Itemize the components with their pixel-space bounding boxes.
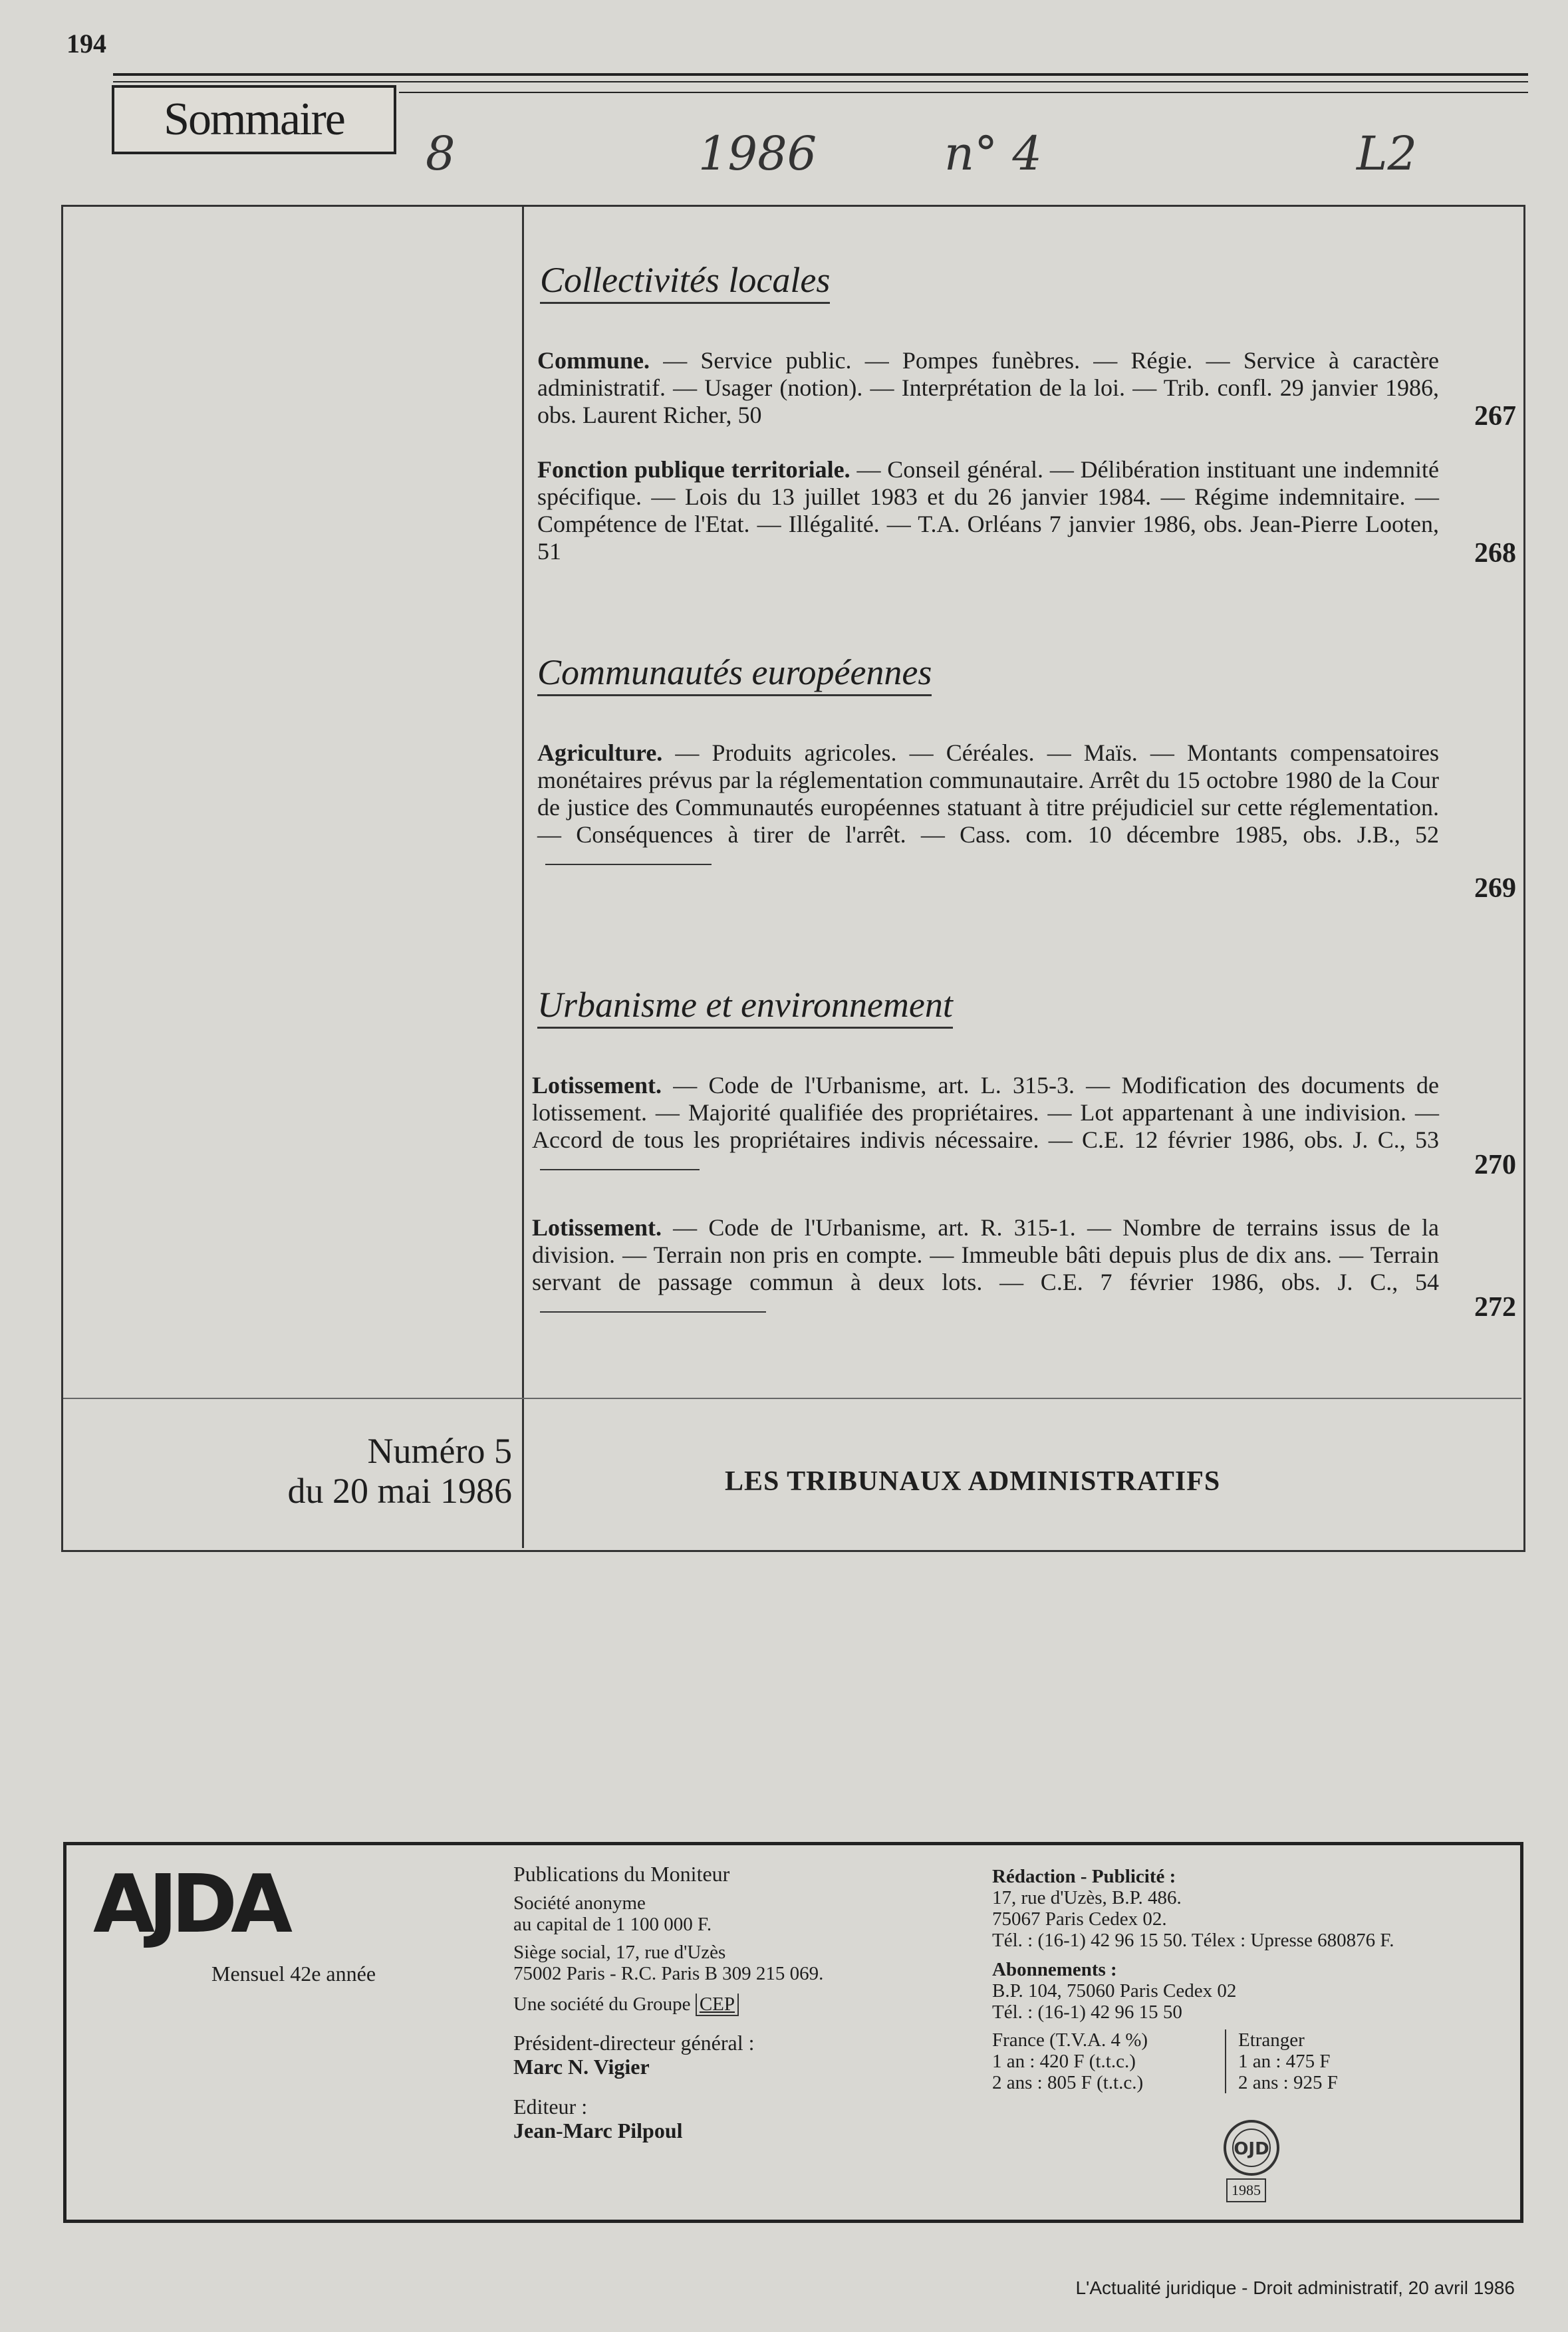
journal-title: LES TRIBUNAUX ADMINISTRATIFS [725,1466,1221,1497]
groupe-prefix: Une société du Groupe [513,1994,691,2015]
frame-bottom-rule [63,1398,1521,1399]
leader-dots [545,864,712,865]
handwritten-note-1: 8 [426,126,456,181]
header-rule [113,73,1528,76]
ojd-seal-icon [1212,2115,1291,2201]
handwritten-note-4: L2 [1357,126,1418,181]
entry-page: 267 [1474,401,1516,432]
pdg-label: Président-directeur général : [513,2031,755,2055]
entry-keyword: Agriculture. [537,739,663,766]
publisher-name: Publications du Moniteur [513,1862,730,1886]
price-etranger-header: Etranger [1238,2029,1305,2051]
handwritten-note-2: 1986 [698,126,817,181]
entry-commune [537,347,1439,429]
company-line: au capital de 1 100 000 F. [513,1914,712,1935]
entry-text: — Code de l'Urbanisme, art. R. 315-1. — Nombre de terrains issus de la division. — Terrain non pris en compte. — Immeuble bâti depuis plus de dix ans. — Terrain servant de passage commun à deux lots. — C.E. 7 février 1986, obs. J. C., 54 [532,1214,1439,1295]
entry-lotissement-1 [532,1072,1439,1181]
price-france-1an: 1 an : 420 F (t.t.c.) [992,2051,1136,2072]
section-title-communautes: Communautés européennes [537,652,932,696]
entry-page: 269 [1474,873,1516,904]
frame-divider [522,206,524,1548]
entry-page: 272 [1474,1292,1516,1323]
page-footer: L'Actualité juridique - Droit administratif, 20 avril 1986 [1075,2277,1515,2298]
entry-text: — Service public. — Pompes funèbres. — Régie. — Service à caractère administratif. — Usager (notion). — Interprétation de la loi. — Trib. confl. 29 janvier 1986, obs. Laurent Richer, 50 [537,347,1439,428]
redaction-line: 17, rue d'Uzès, B.P. 486. [992,1887,1182,1908]
price-etranger-2ans: 2 ans : 925 F [1238,2072,1338,2093]
handwritten-note-3: n° 4 [944,126,1042,181]
leader-dots [540,1311,766,1313]
entry-text: — Produits agricoles. — Céréales. — Maïs. — Montants compensatoires monétaires prévus par la réglementation communautaire. Arrêt du 15 octobre 1980 de la Cour de justice des Communautés européennes statuant à titre préjudiciel sur cette réglementation. — Conséquences à tirer de l'arrêt. — Cass. com. 10 décembre 1985, obs. J.B., 52 [537,739,1439,848]
issue-number: Numéro 5 [367,1431,512,1471]
entry-lotissement-2 [532,1214,1439,1323]
entry-keyword: Fonction publique territoriale. [537,456,850,483]
pdg-name: Marc N. Vigier [513,2055,650,2079]
entry-text: — Conseil général. — Délibération instituant une indemnité spécifique. — Lois du 13 juillet 1983 et du 26 janvier 1984. — Régime indemnitaire. — Compétence de l'Etat. — Illégalité. — T.A. Orléans 7 janvier 1986, obs. Jean-Pierre Looten, 51 [537,456,1440,565]
page-title: Sommaire [112,85,396,154]
editor-name: Jean-Marc Pilpoul [513,2119,683,2142]
issue-date: du 20 mai 1986 [287,1471,512,1511]
section-title-urbanisme: Urbanisme et environnement [537,984,953,1029]
seal-year: 1985 [1226,2178,1266,2202]
redaction-line: Tél. : (16-1) 42 96 15 50. Télex : Upresse 680876 F. [992,1930,1394,1951]
entry-page: 268 [1474,538,1516,569]
entry-keyword: Lotissement. [532,1072,662,1099]
logo-subtitle: Mensuel 42e année [211,1962,376,1986]
cep-label: CEP [696,1994,739,2016]
header-rule-thin-2 [399,92,1528,93]
page-number: 194 [66,29,106,59]
issue-info [133,1431,512,1511]
price-france-2ans: 2 ans : 805 F (t.t.c.) [992,2072,1144,2093]
price-france-header: France (T.V.A. 4 %) [992,2029,1148,2051]
entry-page: 270 [1474,1150,1516,1180]
entry-text: — Code de l'Urbanisme, art. L. 315-3. — Modification des documents de lotissement. — Majorité qualifiée des propriétaires. — Lot appartenant à une indivision. — Accord de tous les propriétaires indivis nécessaire. — C.E. 12 février 1986, obs. J. C., 53 [532,1072,1439,1153]
company-line: Société anonyme [513,1892,646,1914]
abonnements-label: Abonnements : [992,1959,1117,1980]
price-etranger-1an: 1 an : 475 F [1238,2051,1331,2072]
ajda-logo: AJDA [93,1859,286,1951]
publisher-info [513,1862,952,2142]
price-table [992,2029,1511,2093]
section-title-collectivites: Collectivités locales [540,259,830,304]
abonnements-line: Tél. : (16-1) 42 96 15 50 [992,2002,1182,2023]
siege-line: 75002 Paris - R.C. Paris B 309 215 069. [513,1963,824,1984]
redaction-line: 75067 Paris Cedex 02. [992,1908,1167,1930]
siege-line: Siège social, 17, rue d'Uzès [513,1942,726,1963]
redaction-label: Rédaction - Publicité : [992,1866,1176,1887]
header-rule-thin [113,81,1528,82]
entry-fonction-publique [537,456,1439,565]
leader-dots [540,1169,700,1170]
editor-label: Editeur : [513,2095,588,2119]
price-separator [1225,2029,1226,2093]
contact-info [992,1866,1511,2093]
entry-keyword: Commune. [537,347,650,374]
entry-keyword: Lotissement. [532,1214,662,1241]
svg-text:OJD: OJD [1234,2139,1269,2159]
entry-agriculture [537,739,1439,876]
abonnements-line: B.P. 104, 75060 Paris Cedex 02 [992,1980,1237,2002]
